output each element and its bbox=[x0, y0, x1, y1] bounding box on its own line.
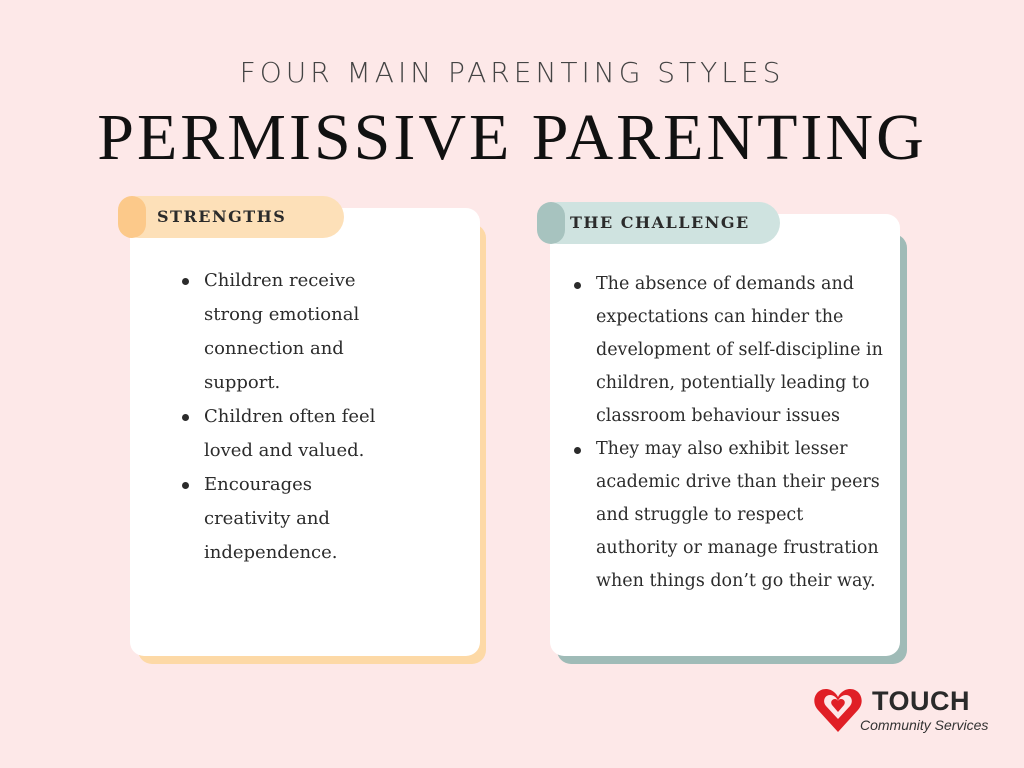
list-item: Encourages creativity and independence. bbox=[182, 468, 392, 570]
list-item: The absence of demands and expectations can hinder the development of self-discipline in children, potentially leading to classroom behaviour issues bbox=[574, 268, 890, 433]
logo-tagline: Community Services bbox=[860, 717, 989, 733]
strengths-heading: STRENGTHS bbox=[157, 207, 287, 226]
challenge-card bbox=[550, 214, 900, 656]
list-item: They may also exhibit lesser academic drive than their peers and struggle to respect authority or manage frustration when things don’t go their way. bbox=[574, 433, 890, 598]
heart-icon bbox=[812, 686, 864, 736]
list-item: Children receive strong emotional connection and support. bbox=[182, 264, 392, 400]
strengths-tab bbox=[118, 196, 344, 238]
strengths-card bbox=[130, 208, 480, 656]
touch-logo bbox=[812, 686, 1002, 738]
challenge-heading: THE CHALLENGE bbox=[570, 213, 750, 232]
page-title: PERMISSIVE PARENTING bbox=[97, 101, 927, 174]
page-subtitle: FOUR MAIN PARENTING STYLES bbox=[239, 56, 785, 89]
logo-name: TOUCH bbox=[872, 686, 971, 716]
challenge-tab bbox=[537, 202, 780, 244]
list-item: Children often feel loved and valued. bbox=[182, 400, 392, 468]
strengths-tab-dot bbox=[118, 196, 146, 238]
strengths-list bbox=[182, 264, 392, 570]
challenge-tab-dot bbox=[537, 202, 565, 244]
challenge-list bbox=[574, 268, 890, 598]
